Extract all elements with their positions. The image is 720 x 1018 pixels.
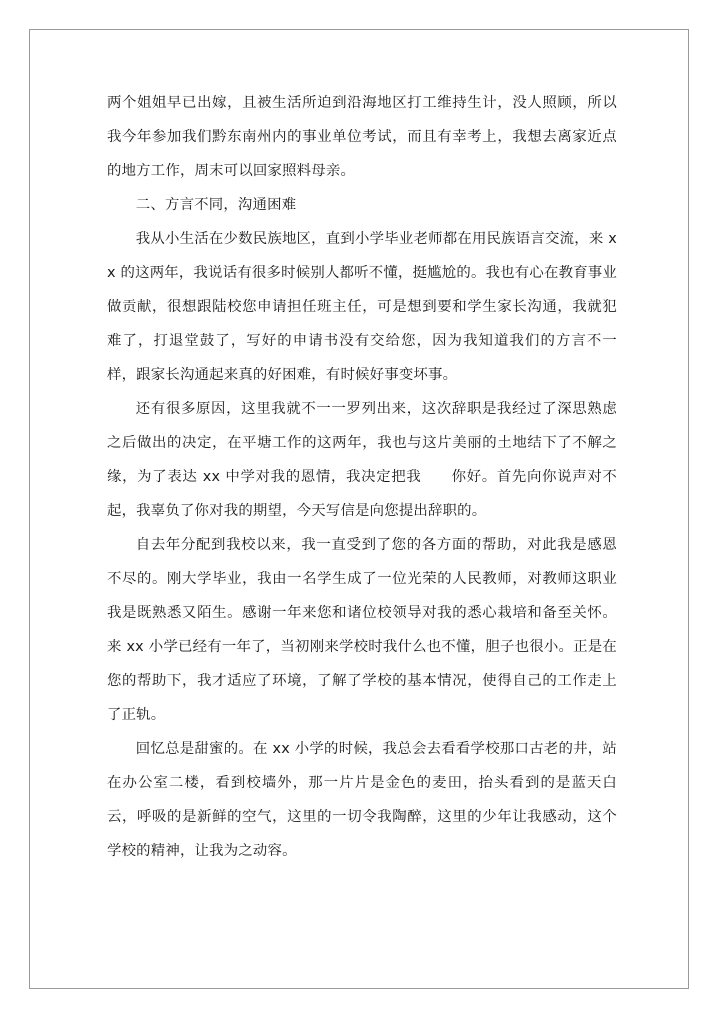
paragraph-other-reasons: 还有很多原因，这里我就不一一罗列出来，这次辞职是我经过了深思熟虑之后做出的决定，在平塘工作的这两年，我也与这片美丽的土地结下了不解之缘，为了表达 xx 中学对我的恩情，我决定把我 你好。首先向你说声对不起，我辜负了你对我的期望，今天写信是向您提出辞职的。 <box>107 401 617 519</box>
paragraph-memories: 回忆总是甜蜜的。在 xx 小学的时候，我总会去看看学校那口古老的井，站在办公室二楼，看到校墙外，那一片片是金色的麦田，抬头看到的是蓝天白云，呼吸的是新鲜的空气，这里的一切令我陶醉，这里的少年让我感动，这个学校的精神，让我为之动容。 <box>107 741 617 859</box>
section-heading-dialect: 二、方言不同，沟通困难 <box>135 197 297 213</box>
paragraph-intro: 两个姐姐早已出嫁，且被生活所迫到沿海地区打工维持生计，没人照顾，所以我今年参加我们黔东南州内的事业单位考试，而且有幸考上，我想去离家近点的地方工作，周末可以回家照料母亲。 <box>107 95 617 179</box>
paragraph-dialect: 我从小生活在少数民族地区，直到小学毕业老师都在用民族语言交流，来 xx 的这两年，我说话有很多时候别人都听不懂，挺尴尬的。我也有心在教育事业做贡献，很想跟陆校您申请担任班主任，可是想到要和学生家长沟通，我就犯难了，打退堂鼓了，写好的申请书没有交给您，因为我知道我们的方言不一样，跟家长沟通起来真的好困难，有时候好事变坏事。 <box>107 231 617 383</box>
paragraph-gratitude: 自去年分配到我校以来，我一直受到了您的各方面的帮助，对此我是感恩不尽的。刚大学毕业，我由一名学生成了一位光荣的人民教师，对教师这职业我是既熟悉又陌生。感谢一年来您和诸位校领导对我的悉心栽培和备至关怀。来 xx 小学已经有一年了，当初刚来学校时我什么也不懂，胆子也很小。正是在您的帮助下，我才适应了环境，了解了学校的基本情况，使得自己的工作走上了正轨。 <box>107 537 617 723</box>
document-body <box>107 86 617 868</box>
